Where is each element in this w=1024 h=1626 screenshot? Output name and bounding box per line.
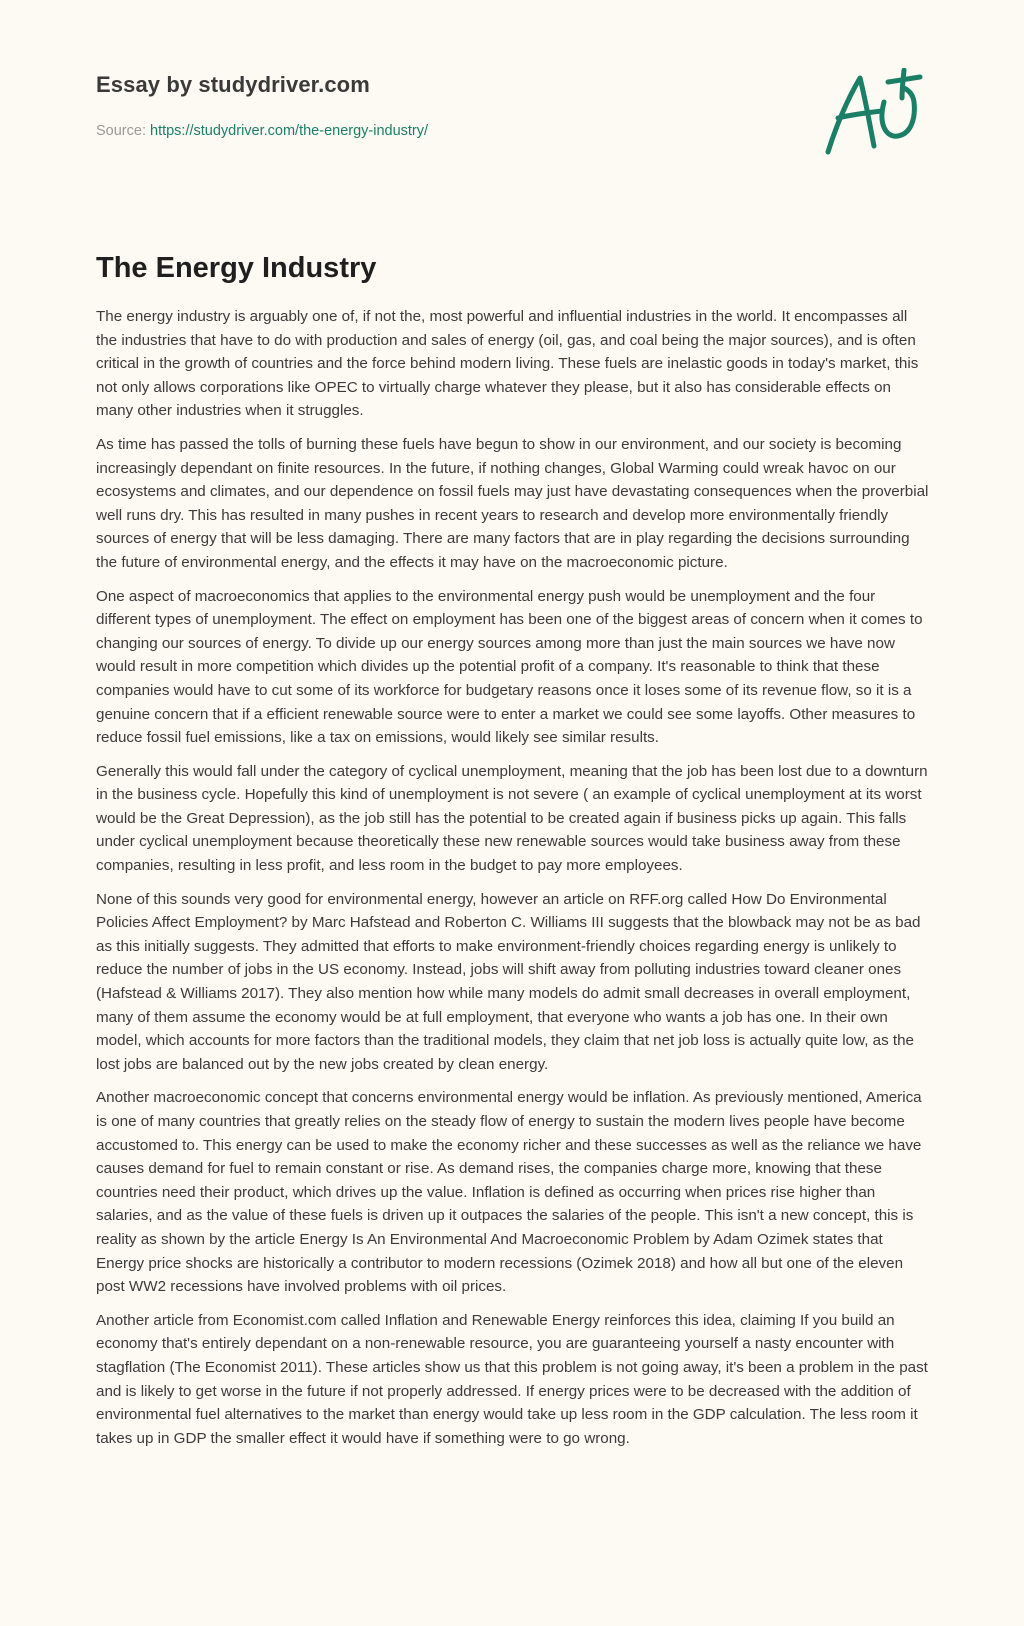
- essay-paragraph: Another macroeconomic concept that concerns environmental energy would be inflation. As previously mentioned, America is one of many countries that greatly relies on the steady flow of energy to sustain the modern lives people have become accustomed to. This energy can be used to make the economy richer and these successes as well as the reliance we have causes demand for fuel to remain constant or rise. As demand rises, the companies charge more, knowing that these countries need their product, which drives up the value. Inflation is defined as occurring when prices rise higher than salaries, and as the value of these fuels is driven up it outpaces the salaries of the people. This isn't a new concept, this is reality as shown by the article Energy Is An Environmental And Macroeconomic Problem by Adam Ozimek states that Energy price shocks are historically a contributor to modern recessions (Ozimek 2018) and how all but one of the eleven post WW2 recessions have involved problems with oil prices.: [96, 1089, 922, 1296]
- essay-paragraph: The energy industry is arguably one of, if not the, most powerful and influential industries in the world. It encompasses all the industries that have to do with production and sales of energy (oil, gas, and coal being the major sources), and is often critical in the growth of countries and the force behind modern living. These fuels are inelastic goods in today's market, this not only allows corporations like OPEC to virtually charge whatever they please, but it also has considerable effects on many other industries when it struggles.: [96, 308, 919, 420]
- essay-body: [96, 252, 930, 1460]
- source-line: [96, 123, 428, 139]
- essay-paragraph: Generally this would fall under the category of cyclical unemployment, meaning that the job has been lost due to a downturn in the business cycle. Hopefully this kind of unemployment is not severe ( an example of cyclical unemployment at its worst would be the Great Depression), as the job still has the potential to be created again if business picks up again. This falls under cyclical unemployment because theoretically these new renewable sources would take business away from these companies, resulting in less profit, and less room in the budget to pay more employees.: [96, 762, 928, 875]
- essay-title: The Energy Industry: [96, 252, 377, 284]
- page-header: [96, 0, 928, 200]
- source-label: Source:: [96, 123, 150, 139]
- essay-paragraph: None of this sounds very good for environmental energy, however an article on RFF.org called How Do Environmental Policies Affect Employment? by Marc Hafstead and Roberton C. Williams III suggests that the blowback may not be as bad as this initially suggests. They admitted that efforts to make environment-friendly choices regarding energy is unlikely to reduce the number of jobs in the US economy. Instead, jobs will shift away from polluting industries toward cleaner ones (Hafstead & Williams 2017). They also mention how while many models do admit small decreases in overall employment, many of them assume the economy would be at full employment, that everyone who wants a job has one. In their own model, which accounts for more factors than the traditional models, they claim that net job loss is actually quite low, as the lost jobs are balanced out by the new jobs created by clean energy.: [96, 890, 921, 1073]
- a-plus-logo-icon: [824, 68, 928, 168]
- essay-paragraph: As time has passed the tolls of burning these fuels have begun to show in our environment, and our society is becoming increasingly dependant on finite resources. In the future, if nothing changes, Global Warming could wreak havoc on our ecosystems and climates, and our dependence on fossil fuels may just have devastating consequences when the proverbial well runs dry. This has resulted in many pushes in recent years to research and develop more environmentally friendly sources of energy that will be less damaging. There are many factors that are in play regarding the decisions surrounding the future of environmental energy, and the effects it may have on the macroeconomic picture.: [96, 435, 929, 571]
- source-link[interactable]: https://studydriver.com/the-energy-industry/: [150, 123, 429, 139]
- brand-title: Essay by studydriver.com: [96, 72, 370, 97]
- essay-paragraph: One aspect of macroeconomics that applies to the environmental energy push would be unemployment and the four different types of unemployment. The effect on employment has been one of the biggest areas of concern when it comes to changing our sources of energy. To divide up our energy sources among more than just the main sources we have now would result in more competition which divides up the potential profit of a company. It's reasonable to think that these companies would have to cut some of its workforce for budgetary reasons once it loses some of its revenue flow, so it is a genuine concern that if a efficient renewable source were to enter a market we could see some layoffs. Other measures to reduce fossil fuel emissions, like a tax on emissions, would likely see similar results.: [96, 587, 923, 747]
- essay-paragraph: Another article from Economist.com called Inflation and Renewable Energy reinforces this idea, claiming If you build an economy that's entirely dependant on a non-renewable resource, you are guaranteeing yourself a nasty encounter with stagflation (The Economist 2011). These articles show us that this problem is not going away, it's been a problem in the past and is likely to get worse in the future if not properly addressed. If energy prices were to be decreased with the addition of environmental fuel alternatives to the market than energy would take up less room in the GDP calculation. The less room it takes up in GDP the smaller effect it would have if something were to go wrong.: [96, 1311, 928, 1447]
